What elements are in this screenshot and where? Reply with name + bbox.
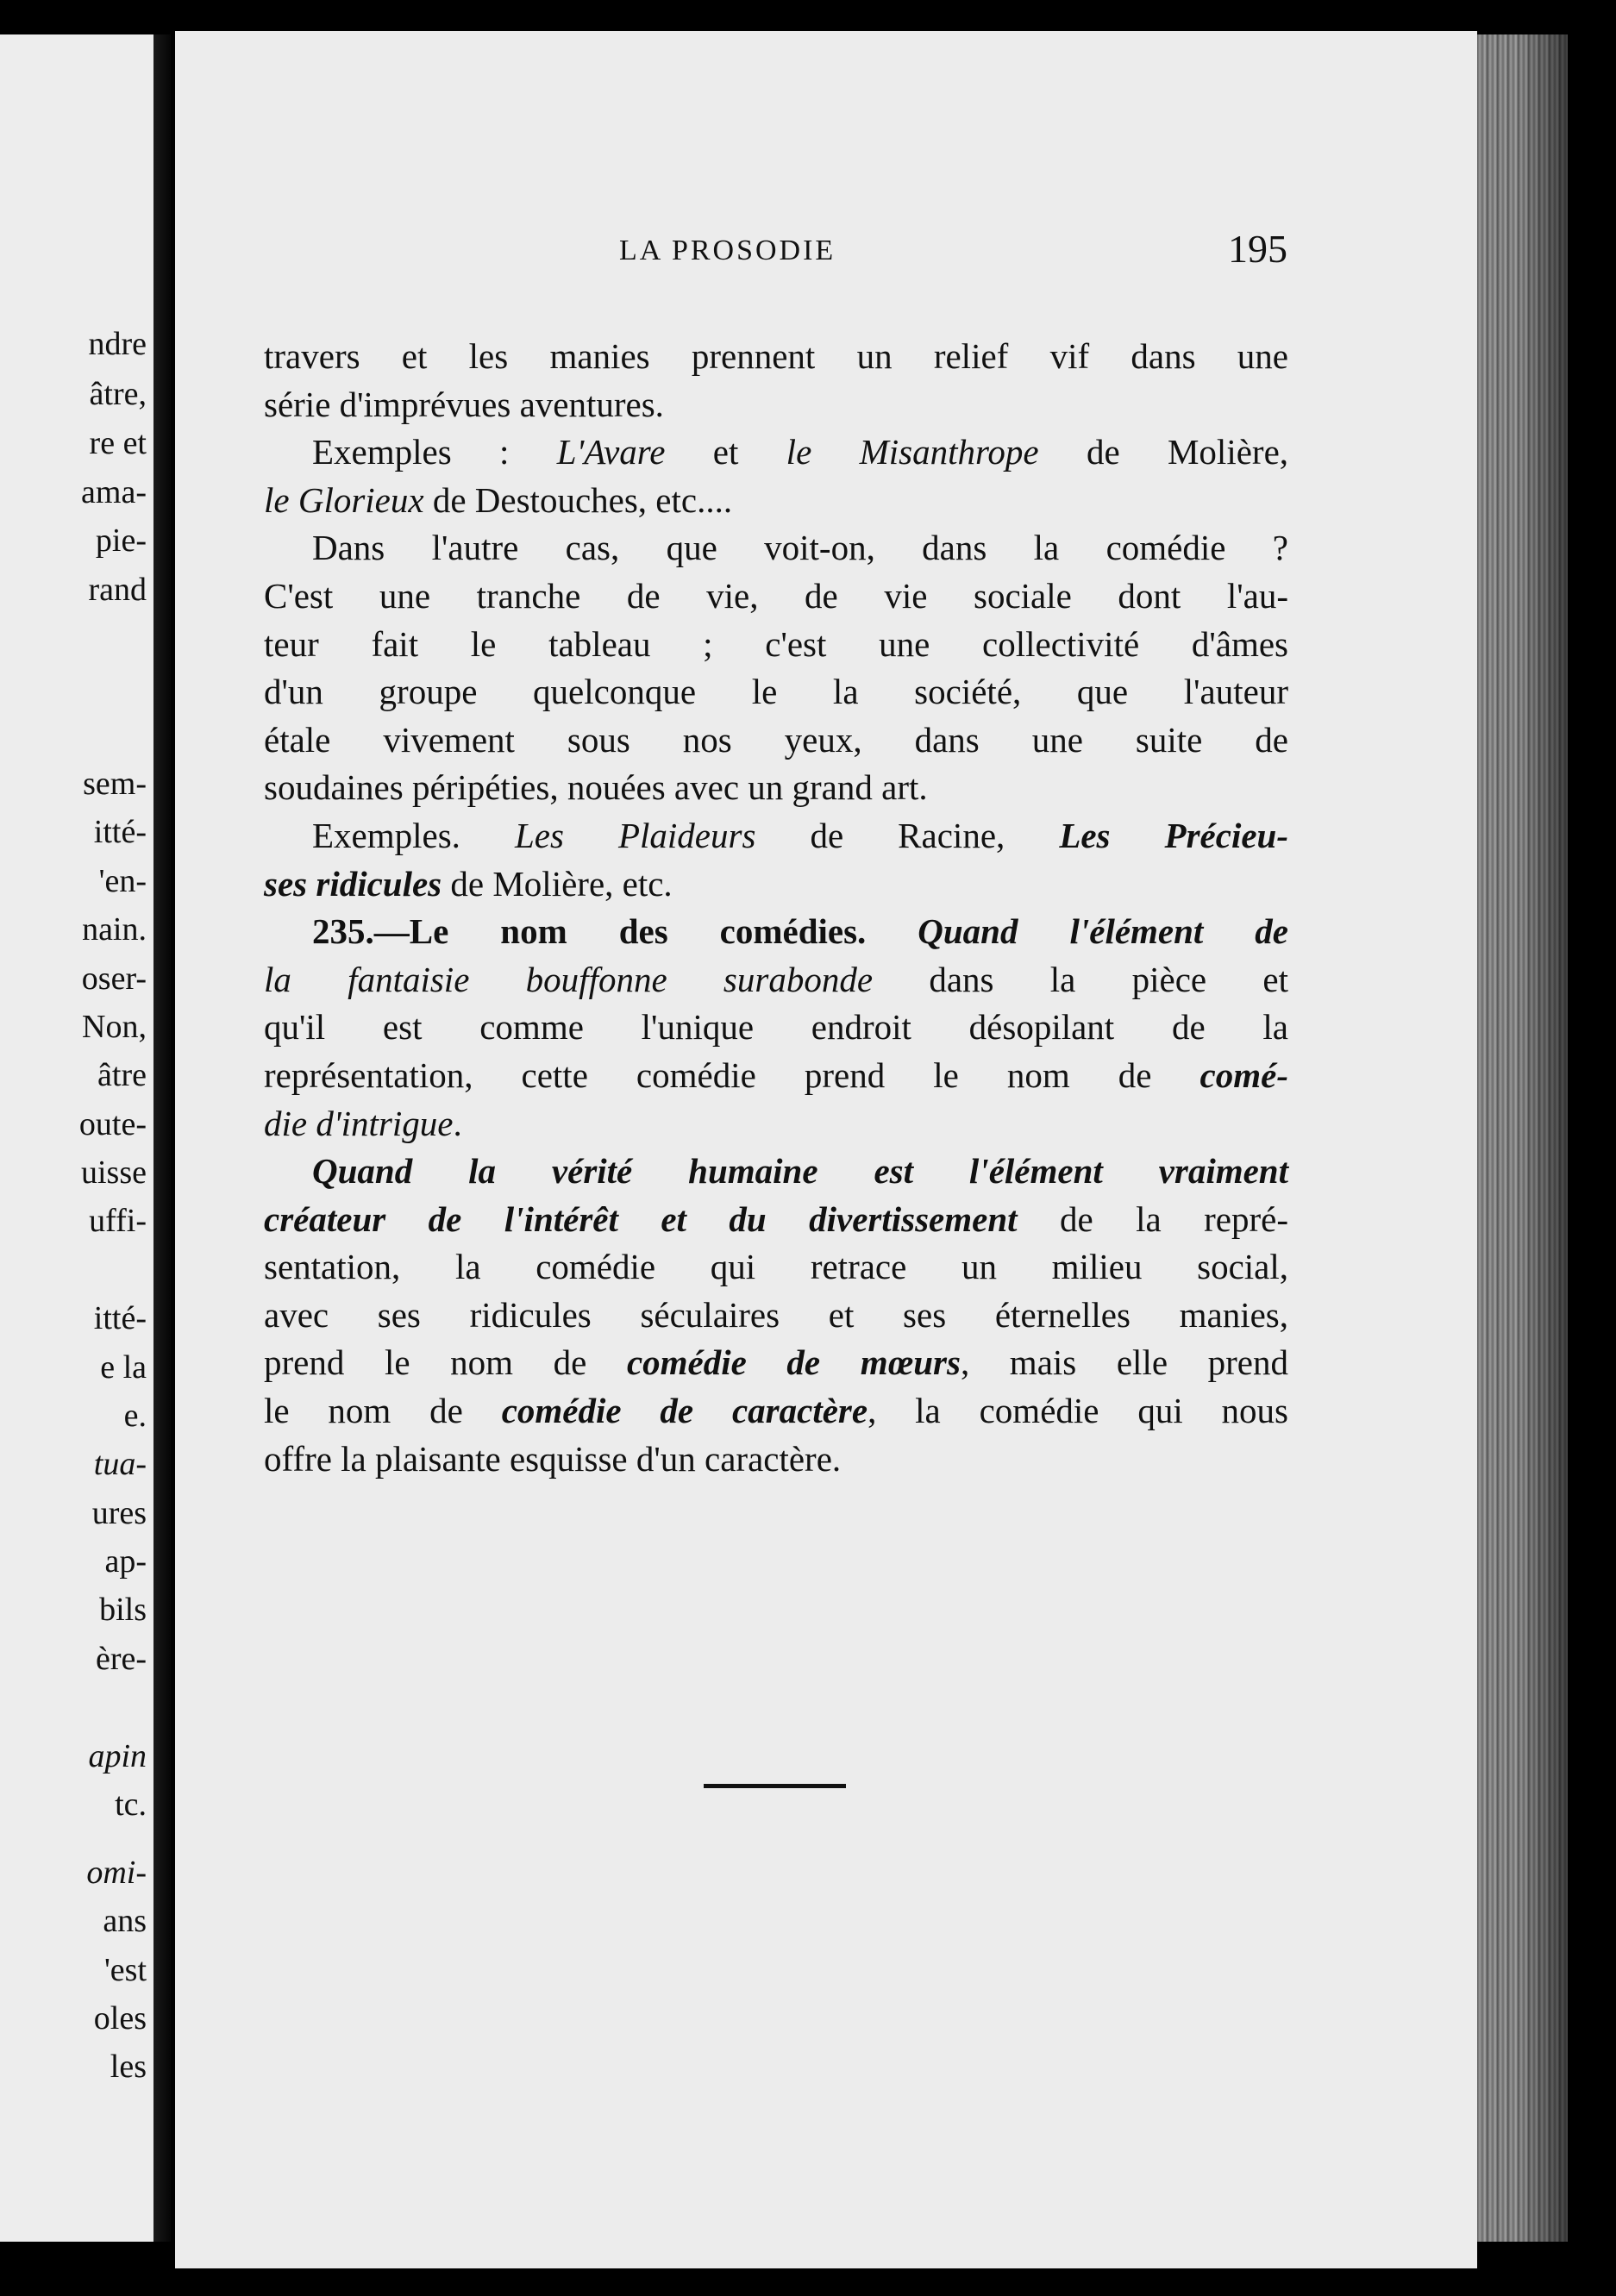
left-page-text: 'en- <box>98 863 147 899</box>
left-page-text: âtre <box>97 1057 147 1093</box>
text-line <box>264 429 1288 477</box>
text-line <box>264 1436 1288 1484</box>
text-span: Quand l'élément de <box>866 911 1288 952</box>
work-title: le Misanthrope <box>786 432 1039 472</box>
left-page-text: ama- <box>81 474 147 510</box>
text-line <box>264 812 1288 860</box>
text-line <box>264 764 1288 812</box>
text-line <box>264 956 1288 1004</box>
work-title: Les Plaideurs <box>514 815 756 855</box>
left-page-text: ndre <box>88 326 147 362</box>
section-heading: 235.—Le nom des comédies. <box>312 911 867 952</box>
page-edge-shadow <box>1518 34 1568 2242</box>
left-page-text: ures <box>91 1495 147 1531</box>
text-line <box>264 1387 1288 1436</box>
left-page-text: itté- <box>93 1300 147 1336</box>
text-span: , la comédie qui nous <box>868 1391 1289 1431</box>
text-span: , mais elle prend <box>960 1342 1288 1383</box>
text-span: teur fait le tableau ; c'est une collectivité d'âmes <box>264 623 1288 664</box>
page-number: 195 <box>1228 227 1287 271</box>
running-title: LA PROSODIE <box>619 235 836 266</box>
text-span: étale vivement sous nos yeux, dans une suite de <box>264 719 1288 760</box>
emphasis-span: comédie de caractère <box>501 1391 868 1431</box>
text-span: prend le nom de <box>264 1342 627 1383</box>
left-page-text: tc. <box>115 1786 147 1823</box>
text-span: de la repré- <box>1017 1198 1288 1239</box>
section-end-rule <box>704 1784 846 1788</box>
emphasis-span: créateur de l'intérêt et du divertissement <box>264 1198 1018 1239</box>
text-line <box>264 381 1288 429</box>
text-line <box>264 1004 1288 1052</box>
left-page-text: bils <box>99 1592 147 1628</box>
text-span: d'un groupe quelconque le la société, que l'auteur <box>264 672 1288 712</box>
work-title: le Glorieux <box>264 479 424 520</box>
text-line <box>264 1052 1288 1100</box>
emphasis-span: comé- <box>1199 1054 1288 1095</box>
text-span: série d'imprévues aventures. <box>264 384 664 424</box>
text-line <box>264 477 1288 525</box>
left-page-text: les <box>110 2049 147 2085</box>
text-line <box>264 1100 1288 1148</box>
work-title: ses ridicules <box>264 863 442 904</box>
left-page-text: tua- <box>93 1446 147 1482</box>
text-span: de Destouches, etc.... <box>423 479 733 520</box>
text-span: qu'il est comme l'unique endroit désopilant de la <box>264 1007 1288 1048</box>
text-line <box>264 524 1288 572</box>
left-page-text: e. <box>123 1398 147 1434</box>
text-span: avec ses ridicules séculaires et ses éternelles manies, <box>264 1294 1288 1335</box>
text-span: le nom de <box>264 1391 502 1431</box>
text-line <box>264 333 1288 381</box>
left-page-text: oute- <box>78 1106 147 1142</box>
left-page-text: nain. <box>82 911 147 948</box>
text-span: sentation, la comédie qui retrace un milieu social, <box>264 1247 1288 1287</box>
left-page-text: pie- <box>95 522 147 559</box>
previous-page-fragment <box>0 34 153 2242</box>
work-title: L'Avare <box>556 432 666 472</box>
text-span: de Racine, <box>755 815 1060 855</box>
text-line <box>264 1148 1288 1196</box>
left-page-text: ans <box>103 1903 147 1939</box>
emphasis-span: comédie de mœurs <box>626 1342 961 1383</box>
work-title: Les Précieu- <box>1059 815 1288 855</box>
text-span: C'est une tranche de vie, de vie sociale dont l'au- <box>264 575 1288 616</box>
emphasis-span: Quand la vérité humaine est l'élément vraiment <box>312 1151 1288 1192</box>
left-page-text: 'est <box>103 1952 147 1988</box>
left-page-text: Non, <box>82 1009 147 1045</box>
text-line <box>264 668 1288 716</box>
left-page-text: omi- <box>86 1855 147 1891</box>
text-span: dans la pièce et <box>873 959 1288 999</box>
text-span: de Molière, <box>1038 432 1289 472</box>
text-span: de Molière, etc. <box>442 863 673 904</box>
left-page-text: âtre, <box>89 376 147 412</box>
text-span: Dans l'autre cas, que voit-on, dans la comédie ? <box>312 528 1288 568</box>
text-span: travers et les manies prennent un relief vif dans une <box>264 336 1288 376</box>
text-span: soudaines péripéties, nouées avec un grand art. <box>264 767 928 808</box>
text-line <box>264 621 1288 669</box>
emphasis-span: la fantaisie bouffonne surabonde <box>264 959 874 999</box>
left-page-text: rand <box>88 572 147 608</box>
text-span: . <box>453 1103 462 1143</box>
left-page-text: re et <box>89 425 147 461</box>
text-line <box>264 908 1288 956</box>
text-span: représentation, cette comédie prend le nom de <box>264 1054 1200 1095</box>
text-span: offre la plaisante esquisse d'un caractère. <box>264 1438 842 1479</box>
left-page-text: ère- <box>95 1641 147 1677</box>
page-header <box>175 226 1477 278</box>
book-gutter <box>153 34 171 2242</box>
text-span: et <box>665 432 786 472</box>
left-page-text: e la <box>100 1349 147 1386</box>
left-page-text: apin <box>88 1738 147 1774</box>
text-line <box>264 860 1288 909</box>
left-page-text: oser- <box>81 960 147 997</box>
text-line <box>264 572 1288 621</box>
emphasis-span: die d'intrigue <box>264 1103 454 1143</box>
left-page-text: oles <box>93 2000 147 2036</box>
left-page-text: uisse <box>81 1154 147 1191</box>
text-line <box>264 1292 1288 1340</box>
left-page-text: uffi- <box>89 1203 147 1239</box>
text-line <box>264 1339 1288 1387</box>
body-text <box>264 333 1288 1483</box>
text-line <box>264 1243 1288 1292</box>
text-span: Exemples. <box>312 815 515 855</box>
left-page-text: ap- <box>104 1543 147 1580</box>
left-page-text: sem- <box>83 766 147 802</box>
book-page <box>175 31 1477 2268</box>
left-page-text: itté- <box>93 814 147 850</box>
text-span: Exemples : <box>312 432 557 472</box>
text-line <box>264 716 1288 765</box>
text-line <box>264 1196 1288 1244</box>
